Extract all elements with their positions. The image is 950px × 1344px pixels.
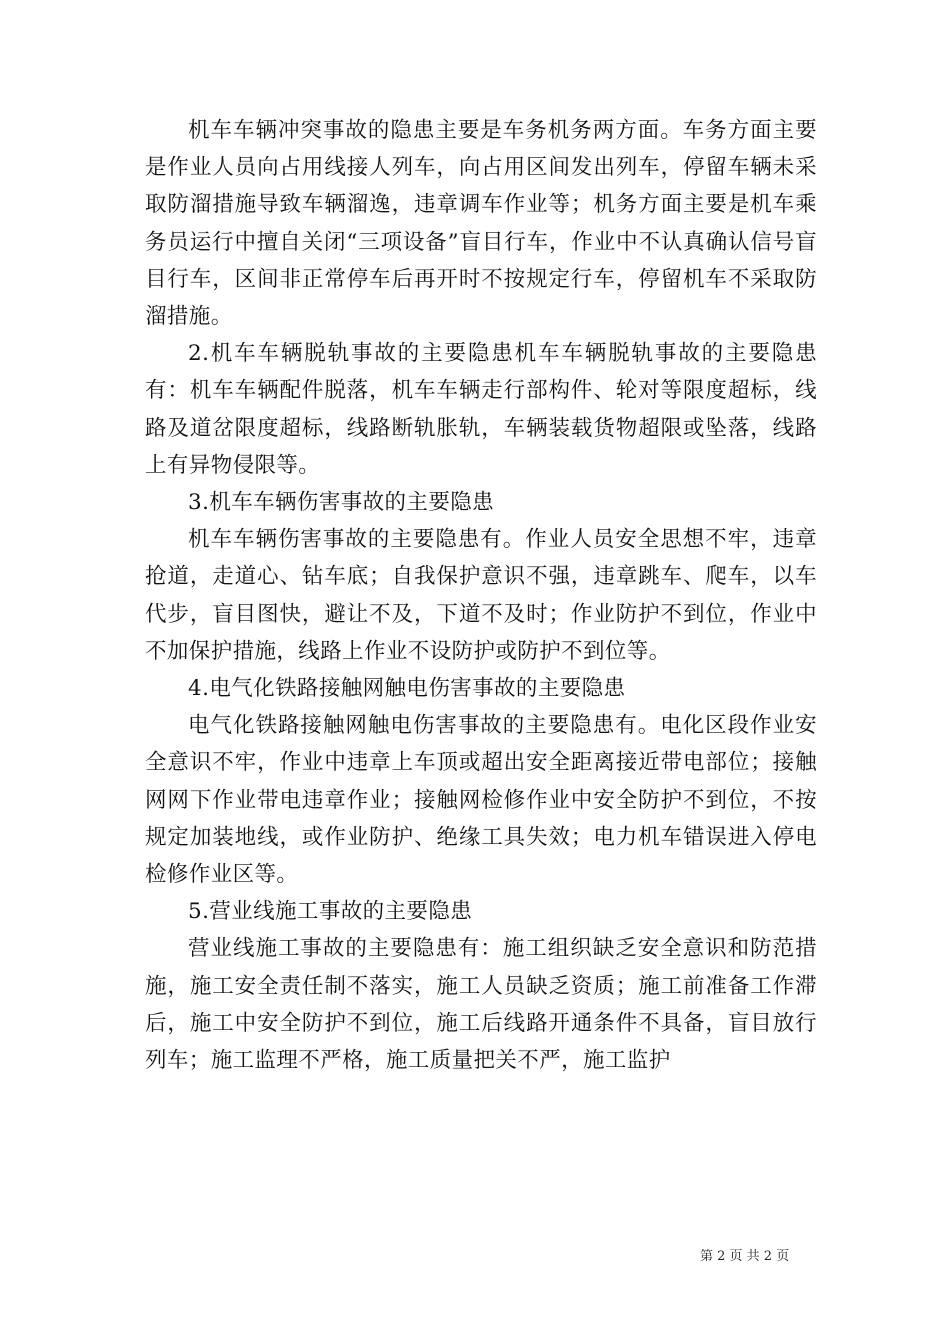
paragraph-5: 营业线施工事故的主要隐患有：施工组织缺乏安全意识和防范措施，施工安全责任制不落实，施工人员缺乏资质；施工前准备工作滞后，施工中安全防护不到位，施工后线路开通条件不具备，盲目放行列车；施工监理不严格，施工质量把关不严，施工监护 (145, 936, 817, 1074)
paragraph-4: 电气化铁路接触网触电伤害事故的主要隐患有。电化区段作业安全意识不牢，作业中违章上车顶或超出安全距离接近带电部位；接触网网下作业带电违章作业；接触网检修作业中安全防护不到位，不按规定加装地线，或作业防护、绝缘工具失效；电力机车错误进入停电检修作业区等。 (145, 713, 817, 888)
page-footer (700, 1248, 810, 1266)
paragraph-1: 机车车辆冲突事故的隐患主要是车务机务两方面。车务方面主要是作业人员向占用线接人列车，向占用区间发出列车，停留车辆未采取防溜措施导致车辆溜逸，违章调车作业等；机务方面主要是机车乘务员运行中擅自关闭“三项设备”盲目行车，作业中不认真确认信号盲目行车，区间非正常停车后再开时不按规定行车，停留机车不采取防溜措施。 (145, 118, 817, 330)
section-heading-5: 5.营业线施工事故的主要隐患 (188, 899, 473, 925)
paragraph-3: 机车车辆伤害事故的主要隐患有。作业人员安全思想不牢，违章抢道，走道心、钻车底；自我保护意识不强，违章跳车、爬车，以车代步，盲目图快，避让不及，下道不及时；作业防护不到位，作业中不加保护措施，线路上作业不设防护或防护不到位等。 (145, 527, 817, 664)
section-heading-3: 3.机车车辆伤害事故的主要隐患 (188, 490, 495, 516)
paragraph-2: 2.机车车辆脱轨事故的主要隐患机车车辆脱轨事故的主要隐患有：机车车辆配件脱落，机车车辆走行部构件、轮对等限度超标，线路及道岔限度超标，线路断轨胀轨，车辆装载货物超限或坠落，线路上有异物侵限等。 (145, 341, 817, 478)
section-heading-4: 4.电气化铁路接触网触电伤害事故的主要隐患 (188, 676, 626, 702)
document-body (145, 112, 817, 1079)
page-number-label: 第 2 页 共 2 页 (700, 1249, 790, 1264)
